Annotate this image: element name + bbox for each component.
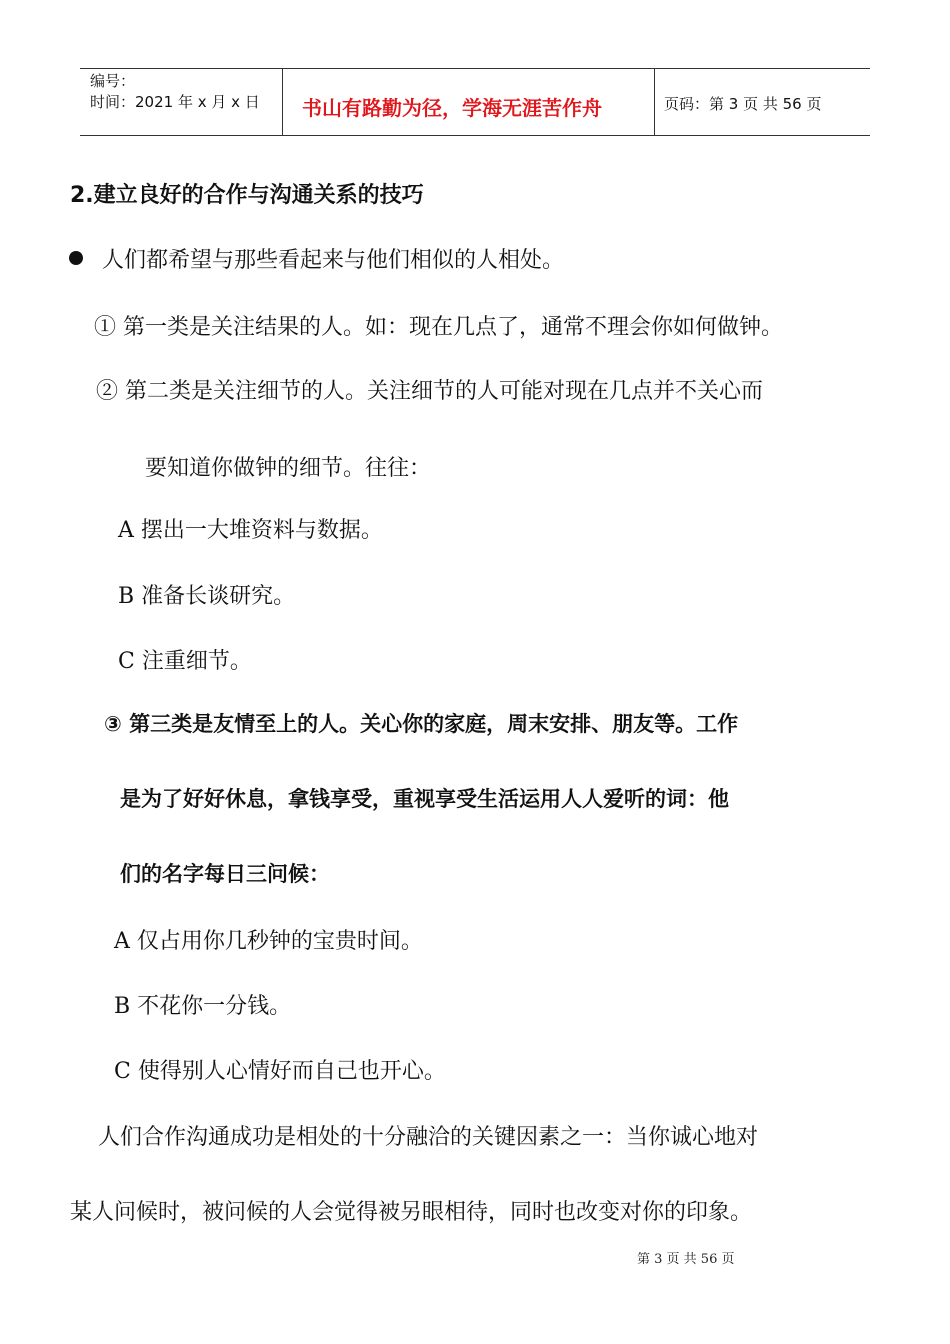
item-3-option-b: B 不花你一分钱。 — [114, 994, 292, 1019]
section-title: 2.建立良好的合作与沟通关系的技巧 — [70, 183, 424, 208]
header-bottom-rule — [80, 135, 870, 136]
paragraph-line-2: 某人问候时，被问候的人会觉得被另眼相待，同时也改变对你的印象。 — [70, 1200, 753, 1225]
header-number-label: 编号： — [90, 72, 136, 90]
item-2-option-c: C 注重细节。 — [118, 649, 252, 674]
header-divider-right — [654, 68, 655, 136]
bullet-text: 人们都希望与那些看起来与他们相似的人相处。 — [102, 248, 565, 273]
item-3-line-3: 们的名字每日三问候： — [120, 862, 330, 886]
page-footer: 第 3 页 共 56 页 — [637, 1252, 735, 1267]
header-page-info: 页码：第 3 页 共 56 页 — [664, 95, 822, 113]
bullet-icon — [69, 251, 83, 265]
item-2-option-a: A 摆出一大堆资料与数据。 — [118, 518, 383, 543]
header-divider-left — [282, 68, 283, 136]
item-3-option-c: C 使得别人心情好而自己也开心。 — [114, 1059, 446, 1084]
item-3-line-2: 是为了好好休息，拿钱享受，重视享受生活运用人人爱听的词：他 — [120, 787, 729, 811]
paragraph-line-1: 人们合作沟通成功是相处的十分融洽的关键因素之一：当你诚心地对 — [98, 1125, 759, 1150]
item-3-line-1: ③ 第三类是友情至上的人。关心你的家庭，周末安排、朋友等。工作 — [104, 712, 739, 736]
item-1: ① 第一类是关注结果的人。如：现在几点了，通常不理会你如何做钟。 — [94, 315, 783, 340]
header-date-label: 时间：2021 年 x 月 x 日 — [90, 93, 260, 111]
header-motto: 书山有路勤为径，学海无涯苦作舟 — [302, 96, 602, 120]
item-2-option-b: B 准备长谈研究。 — [118, 584, 296, 609]
item-3-option-a: A 仅占用你几秒钟的宝贵时间。 — [114, 929, 423, 954]
header-top-rule — [80, 68, 870, 69]
item-2-line-2: 要知道你做钟的细节。往往： — [145, 456, 432, 481]
item-2-line-1: ② 第二类是关注细节的人。关注细节的人可能对现在几点并不关心而 — [96, 379, 763, 404]
